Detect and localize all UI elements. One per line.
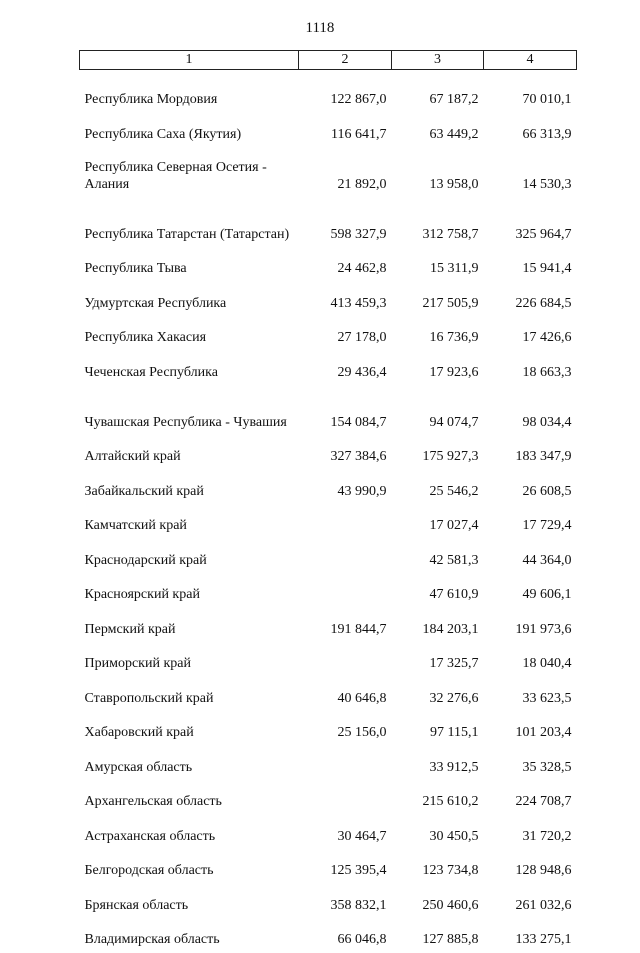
region-name-cell: Республика Татарстан (Татарстан) xyxy=(80,198,299,248)
table-row xyxy=(80,815,577,850)
table-row xyxy=(80,746,577,781)
column-4-value-cell: 31 720,2 xyxy=(484,815,577,850)
column-4-value-cell: 101 203,4 xyxy=(484,712,577,747)
column-4-value-cell: 18 040,4 xyxy=(484,643,577,678)
column-3-value-cell: 42 581,3 xyxy=(392,539,484,574)
column-2-value-cell: 358 832,1 xyxy=(299,884,392,919)
column-3-value-cell: 175 927,3 xyxy=(392,436,484,471)
region-name-cell: Ставропольский край xyxy=(80,677,299,712)
column-3-value-cell: 215 610,2 xyxy=(392,781,484,816)
column-4-value-cell: 133 275,1 xyxy=(484,919,577,953)
column-3-value-cell: 13 958,0 xyxy=(392,148,484,198)
column-3-value-cell: 67 187,2 xyxy=(392,70,484,114)
table-row xyxy=(80,351,577,386)
column-2-value-cell: 30 464,7 xyxy=(299,815,392,850)
column-4-value-cell: 191 973,6 xyxy=(484,608,577,643)
column-3-value-cell: 127 885,8 xyxy=(392,919,484,953)
column-2-value-cell xyxy=(299,574,392,609)
region-name-cell: Камчатский край xyxy=(80,505,299,540)
column-2-value-cell: 116 641,7 xyxy=(299,113,392,148)
region-name-cell: Республика Северная Осетия - Алания xyxy=(80,148,299,198)
column-header-3: 3 xyxy=(392,51,484,70)
region-name-cell: Республика Тыва xyxy=(80,248,299,283)
column-3-value-cell: 123 734,8 xyxy=(392,850,484,885)
region-name-cell: Красноярский край xyxy=(80,574,299,609)
column-3-value-cell: 17 027,4 xyxy=(392,505,484,540)
column-2-value-cell xyxy=(299,539,392,574)
column-3-value-cell: 25 546,2 xyxy=(392,470,484,505)
column-4-value-cell: 33 623,5 xyxy=(484,677,577,712)
column-4-value-cell: 224 708,7 xyxy=(484,781,577,816)
column-4-value-cell: 17 729,4 xyxy=(484,505,577,540)
column-4-value-cell: 35 328,5 xyxy=(484,746,577,781)
table-row xyxy=(80,470,577,505)
column-4-value-cell: 128 948,6 xyxy=(484,850,577,885)
region-name-cell: Удмуртская Республика xyxy=(80,282,299,317)
column-4-value-cell: 44 364,0 xyxy=(484,539,577,574)
region-name-cell: Приморский край xyxy=(80,643,299,678)
column-2-value-cell: 25 156,0 xyxy=(299,712,392,747)
column-3-value-cell: 16 736,9 xyxy=(392,317,484,352)
table-row xyxy=(80,198,577,248)
region-name-cell: Амурская область xyxy=(80,746,299,781)
budget-table xyxy=(79,50,577,953)
column-3-value-cell: 17 923,6 xyxy=(392,351,484,386)
region-name-cell: Чувашская Республика - Чувашия xyxy=(80,386,299,436)
table-row xyxy=(80,643,577,678)
column-3-value-cell: 312 758,7 xyxy=(392,198,484,248)
column-2-value-cell: 27 178,0 xyxy=(299,317,392,352)
column-2-value-cell: 191 844,7 xyxy=(299,608,392,643)
column-4-value-cell: 325 964,7 xyxy=(484,198,577,248)
column-2-value-cell: 29 436,4 xyxy=(299,351,392,386)
table-row xyxy=(80,317,577,352)
table-row xyxy=(80,386,577,436)
column-3-value-cell: 33 912,5 xyxy=(392,746,484,781)
column-2-value-cell xyxy=(299,505,392,540)
column-4-value-cell: 66 313,9 xyxy=(484,113,577,148)
region-name-cell: Республика Мордовия xyxy=(80,70,299,114)
region-name-cell: Краснодарский край xyxy=(80,539,299,574)
column-4-value-cell: 183 347,9 xyxy=(484,436,577,471)
column-2-value-cell: 24 462,8 xyxy=(299,248,392,283)
column-2-value-cell: 154 084,7 xyxy=(299,386,392,436)
column-2-value-cell: 122 867,0 xyxy=(299,70,392,114)
region-name-cell: Забайкальский край xyxy=(80,470,299,505)
table-body xyxy=(80,70,577,953)
table-row xyxy=(80,148,577,198)
column-3-value-cell: 32 276,6 xyxy=(392,677,484,712)
region-name-cell: Брянская область xyxy=(80,884,299,919)
table-row xyxy=(80,712,577,747)
column-4-value-cell: 15 941,4 xyxy=(484,248,577,283)
region-name-cell: Владимирская область xyxy=(80,919,299,953)
column-4-value-cell: 26 608,5 xyxy=(484,470,577,505)
column-3-value-cell: 94 074,7 xyxy=(392,386,484,436)
table-row xyxy=(80,282,577,317)
region-name-cell: Республика Хакасия xyxy=(80,317,299,352)
column-2-value-cell: 125 395,4 xyxy=(299,850,392,885)
table-row xyxy=(80,539,577,574)
column-4-value-cell: 14 530,3 xyxy=(484,148,577,198)
column-3-value-cell: 184 203,1 xyxy=(392,608,484,643)
column-2-value-cell: 66 046,8 xyxy=(299,919,392,953)
column-2-value-cell xyxy=(299,746,392,781)
table-header-row xyxy=(80,51,577,70)
column-4-value-cell: 49 606,1 xyxy=(484,574,577,609)
region-name-cell: Чеченская Республика xyxy=(80,351,299,386)
column-4-value-cell: 226 684,5 xyxy=(484,282,577,317)
column-3-value-cell: 30 450,5 xyxy=(392,815,484,850)
column-3-value-cell: 15 311,9 xyxy=(392,248,484,283)
column-4-value-cell: 261 032,6 xyxy=(484,884,577,919)
column-4-value-cell: 18 663,3 xyxy=(484,351,577,386)
table-row xyxy=(80,781,577,816)
table-row xyxy=(80,919,577,953)
column-3-value-cell: 250 460,6 xyxy=(392,884,484,919)
region-name-cell: Белгородская область xyxy=(80,850,299,885)
column-2-value-cell: 327 384,6 xyxy=(299,436,392,471)
table-row xyxy=(80,70,577,114)
column-4-value-cell: 70 010,1 xyxy=(484,70,577,114)
region-name-cell: Хабаровский край xyxy=(80,712,299,747)
column-2-value-cell: 598 327,9 xyxy=(299,198,392,248)
column-2-value-cell: 413 459,3 xyxy=(299,282,392,317)
column-header-4: 4 xyxy=(484,51,577,70)
table-row xyxy=(80,677,577,712)
column-2-value-cell: 43 990,9 xyxy=(299,470,392,505)
table-row xyxy=(80,436,577,471)
region-name-cell: Республика Саха (Якутия) xyxy=(80,113,299,148)
column-3-value-cell: 63 449,2 xyxy=(392,113,484,148)
column-header-1: 1 xyxy=(80,51,299,70)
column-3-value-cell: 97 115,1 xyxy=(392,712,484,747)
region-name-cell: Пермский край xyxy=(80,608,299,643)
table-row xyxy=(80,248,577,283)
column-3-value-cell: 217 505,9 xyxy=(392,282,484,317)
table-row xyxy=(80,608,577,643)
column-2-value-cell xyxy=(299,643,392,678)
table-row xyxy=(80,574,577,609)
column-3-value-cell: 47 610,9 xyxy=(392,574,484,609)
column-4-value-cell: 17 426,6 xyxy=(484,317,577,352)
column-4-value-cell: 98 034,4 xyxy=(484,386,577,436)
column-2-value-cell: 40 646,8 xyxy=(299,677,392,712)
column-2-value-cell: 21 892,0 xyxy=(299,148,392,198)
region-name-cell: Астраханская область xyxy=(80,815,299,850)
column-2-value-cell xyxy=(299,781,392,816)
table-row xyxy=(80,113,577,148)
region-name-cell: Алтайский край xyxy=(80,436,299,471)
column-3-value-cell: 17 325,7 xyxy=(392,643,484,678)
page-number: 1118 xyxy=(0,20,640,37)
table-row xyxy=(80,505,577,540)
region-name-cell: Архангельская область xyxy=(80,781,299,816)
column-header-2: 2 xyxy=(299,51,392,70)
table-row xyxy=(80,850,577,885)
table-row xyxy=(80,884,577,919)
